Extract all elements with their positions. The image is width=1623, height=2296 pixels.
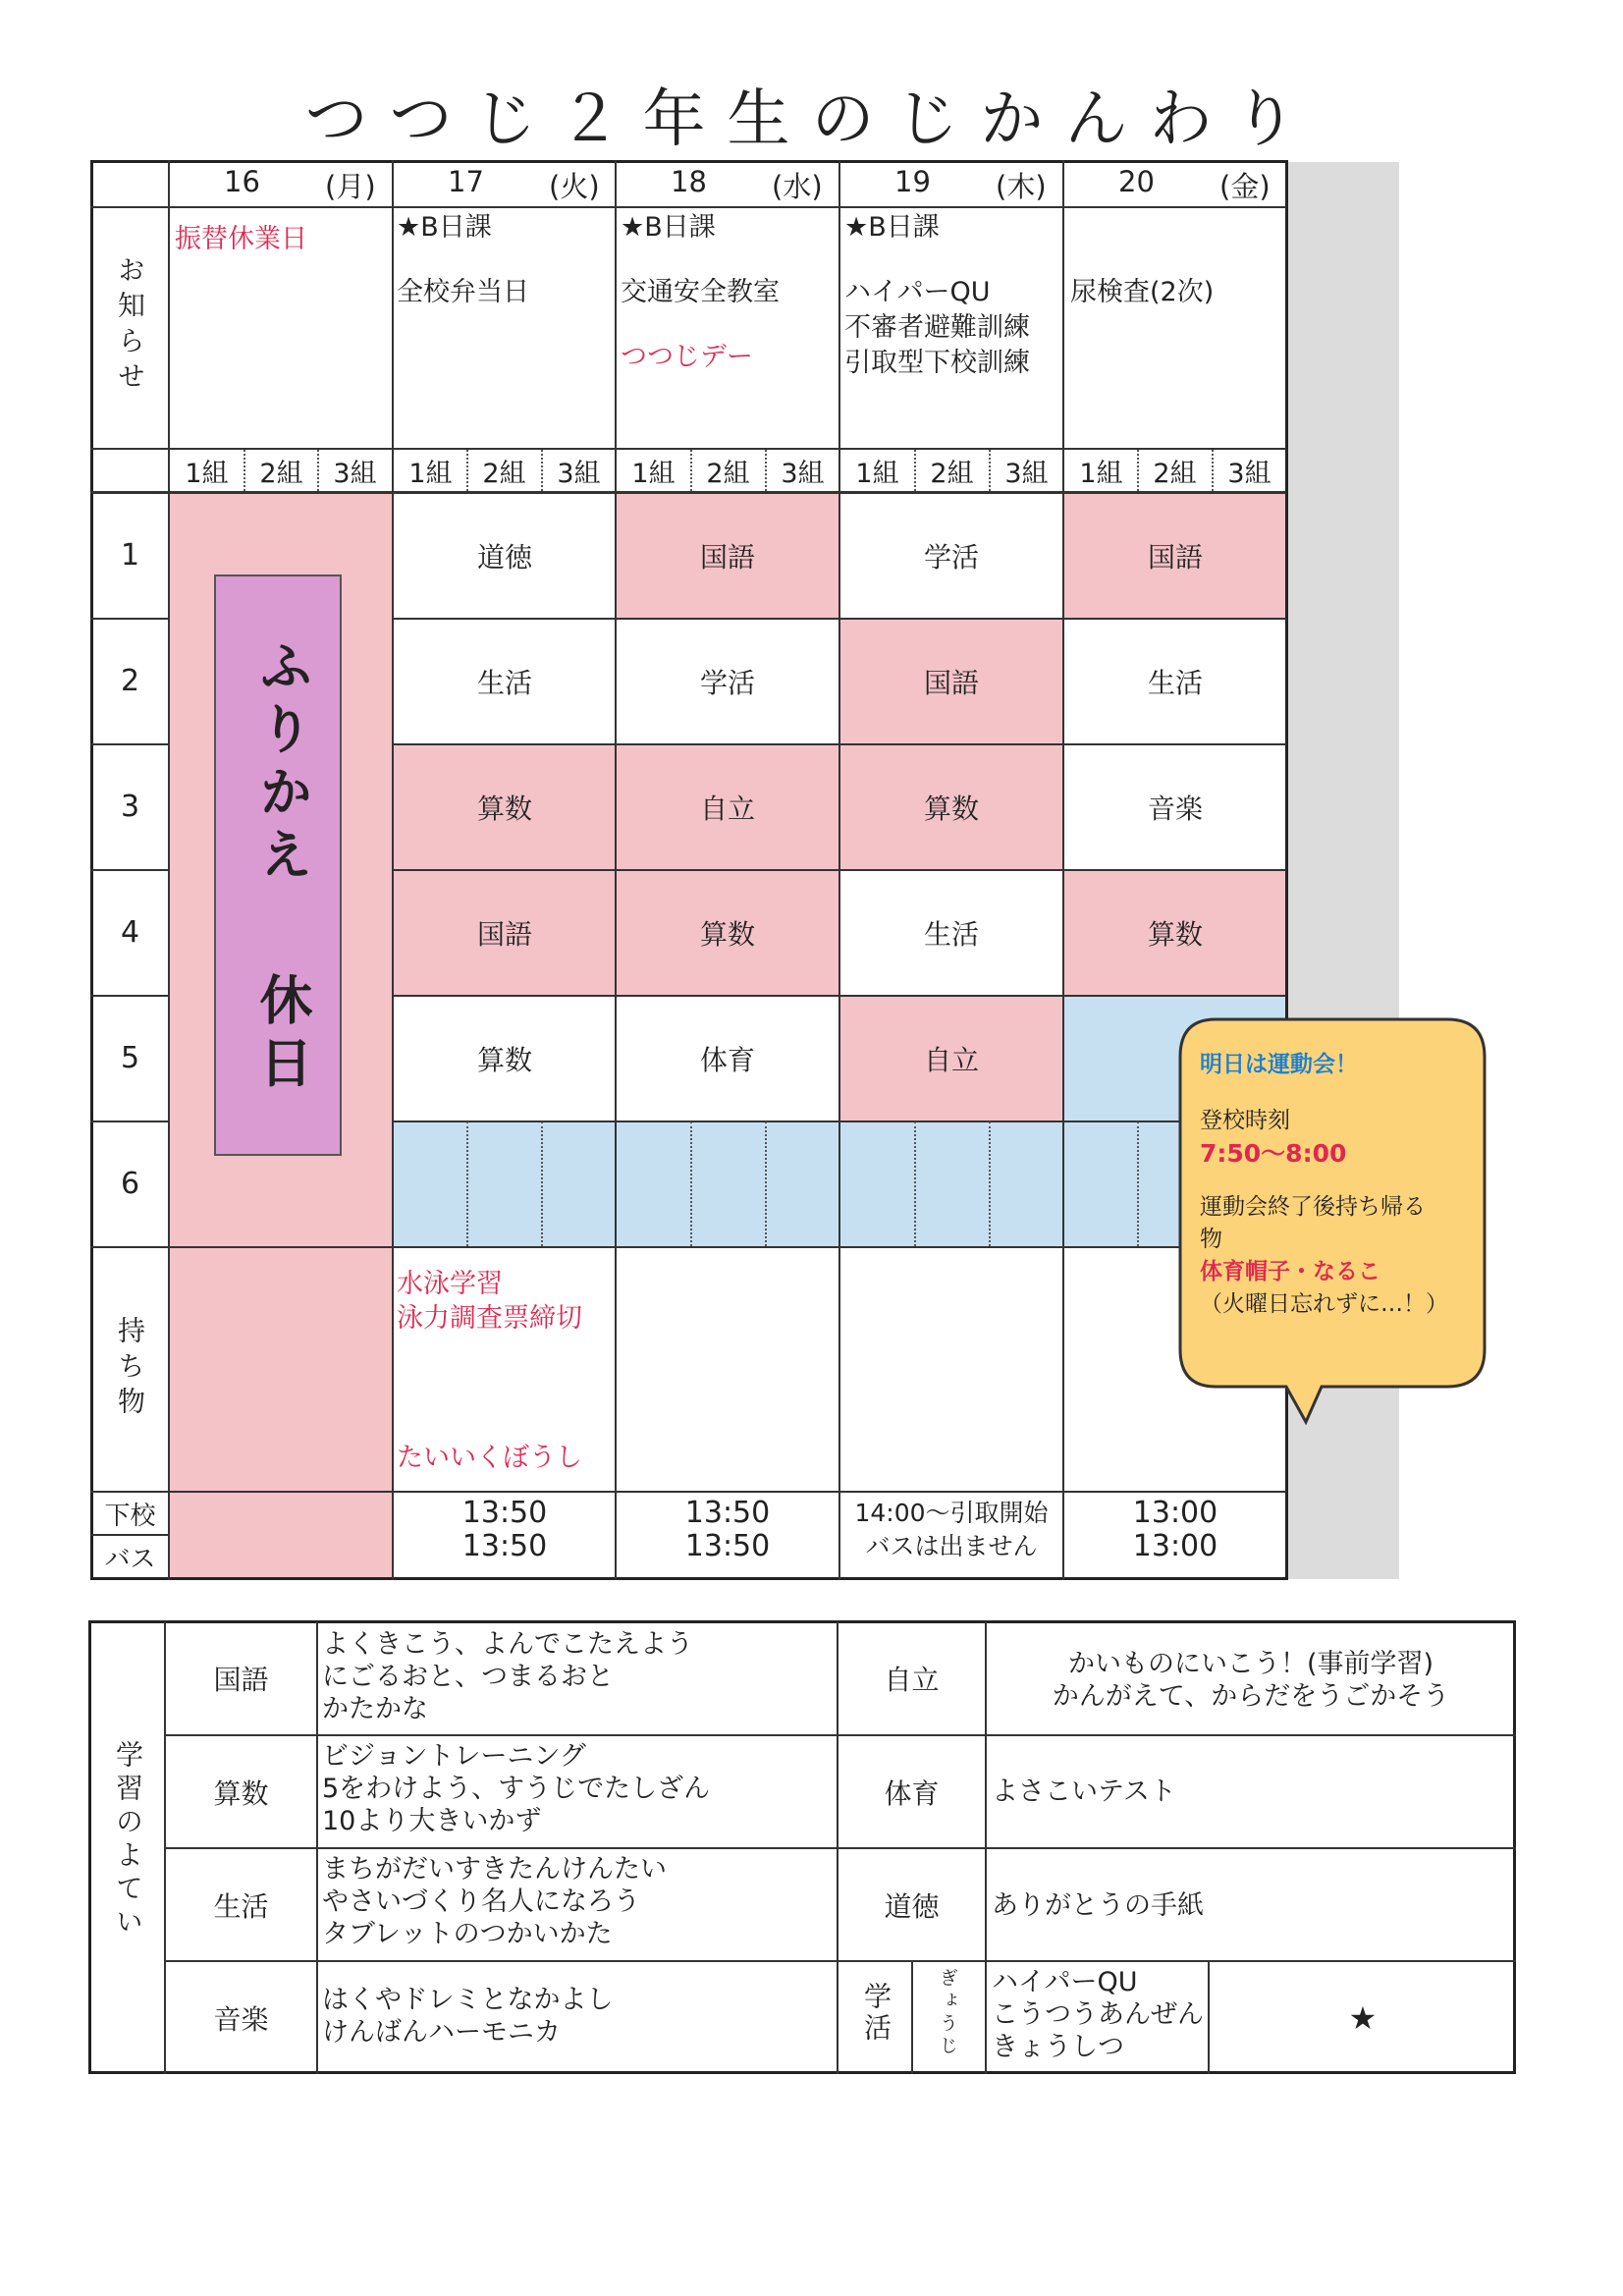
period-number: 2 xyxy=(120,664,140,698)
day-header-tue xyxy=(394,165,616,204)
belonging-item: 水泳学習 xyxy=(397,1269,503,1299)
subject-cell: 算数 xyxy=(476,1043,532,1076)
plan-content xyxy=(992,1966,1204,2063)
plan-line: 5をわけよう、すうじでたしざん xyxy=(322,1774,711,1804)
plan-line: タブレットのつかいかた xyxy=(322,1919,613,1949)
plan-subject: 国語 xyxy=(213,1664,269,1696)
notice-line: 振替休業日 xyxy=(175,224,307,254)
dismissal-fri xyxy=(1064,1497,1286,1563)
subject-cell: 算数 xyxy=(1147,917,1203,951)
plan-subject: 算数 xyxy=(213,1777,269,1810)
subject-cell: 自立 xyxy=(923,1043,979,1076)
day-date: 20 xyxy=(1118,165,1155,198)
day-header-fri xyxy=(1064,165,1286,204)
plan-line: こうつうあんぜん xyxy=(992,1999,1204,2030)
study-plan-label: 学習のよてい xyxy=(112,1740,144,1941)
subject-cell: 算数 xyxy=(476,792,532,825)
subject-cell: 算数 xyxy=(923,792,979,825)
subject-cell: 学活 xyxy=(699,666,755,699)
dismissal-wed xyxy=(617,1497,839,1563)
bus-time: 13:50 xyxy=(684,1529,771,1563)
holiday-text-1: ふりかえ xyxy=(251,638,313,890)
notice-line: ★B日課 xyxy=(397,212,492,243)
notice-line: ★B日課 xyxy=(844,212,940,243)
callout-take-home: 物 xyxy=(1200,1227,1222,1252)
subject-cell: 自立 xyxy=(699,792,755,825)
dismissal-time: 14:00～引取開始 xyxy=(854,1499,1049,1527)
plan-subject-gakkatsu: 学活 xyxy=(860,1982,893,2045)
day-date: 17 xyxy=(448,165,484,198)
group-label: 1組 xyxy=(185,458,229,489)
plan-line: はくやドレミとなかよし xyxy=(322,1985,614,2015)
group-label: 3組 xyxy=(1227,458,1271,489)
subject-cell: 国語 xyxy=(476,917,532,951)
day-header-thu xyxy=(840,165,1062,204)
belonging-item: 泳力調査票締切 xyxy=(397,1303,582,1334)
star-mark: ★ xyxy=(1348,1999,1378,2037)
belonging-item: たいいくぼうし xyxy=(397,1443,582,1473)
subject-cell: 体育 xyxy=(699,1043,755,1076)
dismissal-thu xyxy=(840,1497,1062,1563)
plan-subject: 体育 xyxy=(884,1777,940,1810)
page-title: つつじ２年生のじかんわり xyxy=(304,83,1319,156)
group-label: 2組 xyxy=(1153,458,1197,489)
subject-cell: 国語 xyxy=(1147,540,1203,574)
plan-line: まちがだいすきたんけんたい xyxy=(322,1854,667,1885)
group-label: 3組 xyxy=(1004,458,1049,489)
plan-subject-gakkatsu-sub: ぎょうじ xyxy=(937,1968,958,2058)
day-date: 16 xyxy=(224,165,260,198)
group-label: 3組 xyxy=(333,458,377,489)
plan-content xyxy=(992,1889,1204,1922)
notice-line: 全校弁当日 xyxy=(397,277,529,307)
bus-time: 13:00 xyxy=(1132,1529,1218,1563)
callout-take-home: 運動会終了後持ち帰る xyxy=(1200,1194,1426,1220)
dismissal-label: 下校 xyxy=(104,1501,156,1531)
group-label: 2組 xyxy=(259,458,303,489)
dismissal-mon xyxy=(170,1493,392,1577)
plan-line: かいものにいこう！(事前学習) xyxy=(1067,1649,1434,1679)
notice-line: ★B日課 xyxy=(621,212,716,243)
period-number: 1 xyxy=(120,538,140,573)
bus-label: バス xyxy=(104,1544,156,1574)
notice-thu xyxy=(844,210,1030,381)
group-label: 1組 xyxy=(408,458,453,489)
dismissal-time: 13:50 xyxy=(684,1496,771,1530)
notice-tue xyxy=(397,210,529,310)
notice-line: つつじデー xyxy=(621,342,753,372)
period-number: 4 xyxy=(120,915,140,950)
notice-line: 引取型下校訓練 xyxy=(844,348,1030,378)
group-label: 3組 xyxy=(781,458,825,489)
callout-note: （火曜日忘れずに…！） xyxy=(1200,1291,1448,1317)
plan-line: 10より大きいかず xyxy=(322,1806,542,1836)
period-number: 6 xyxy=(120,1167,140,1201)
notice-line: 交通安全教室 xyxy=(621,277,780,307)
plan-content xyxy=(322,1740,710,1837)
day-dow: (火) xyxy=(549,170,600,203)
plan-line: よさこいテスト xyxy=(992,1777,1176,1807)
plan-subject: 自立 xyxy=(884,1664,940,1696)
holiday-text-2: 休日 xyxy=(251,972,313,1098)
belongings-tue xyxy=(397,1267,582,1336)
plan-line: ビジョントレーニング xyxy=(322,1741,586,1772)
callout-heading: 明日は運動会！ xyxy=(1200,1052,1358,1077)
plan-content xyxy=(322,1628,693,1725)
group-label: 2組 xyxy=(930,458,974,489)
notices-label: お知らせ xyxy=(114,255,146,397)
callout-time-label: 登校時刻 xyxy=(1200,1108,1290,1133)
notice-fri xyxy=(1070,275,1214,310)
day-dow: (木) xyxy=(996,170,1047,203)
group-label: 3組 xyxy=(557,458,601,489)
plan-content xyxy=(322,1853,667,1950)
group-label: 2組 xyxy=(482,458,526,489)
plan-content xyxy=(988,1648,1514,1713)
dismissal-time: 13:50 xyxy=(461,1496,548,1530)
notice-line: ハイパーQU xyxy=(844,277,991,307)
plan-line: よくきこう、よんでこたえよう xyxy=(322,1629,693,1660)
plan-content xyxy=(322,1984,613,2049)
subject-cell: 音楽 xyxy=(1147,792,1203,825)
day-date: 19 xyxy=(894,165,931,198)
plan-line: にごるおと、つまるおと xyxy=(322,1662,614,1692)
day-dow: (月) xyxy=(325,170,376,203)
day-dow: (水) xyxy=(772,170,823,203)
callout-items: 体育帽子・なるこ xyxy=(1200,1259,1380,1285)
dismissal-time: 13:00 xyxy=(1132,1496,1218,1530)
day-date: 18 xyxy=(671,165,707,198)
belongings-label: 持ち物 xyxy=(114,1316,146,1422)
group-label: 1組 xyxy=(631,458,676,489)
group-label: 2組 xyxy=(706,458,750,489)
notice-line: 不審者避難訓練 xyxy=(844,312,1030,343)
notice-line: 尿検査(2次) xyxy=(1070,277,1215,307)
plan-line: かんがえて、からだをうごかそう xyxy=(1052,1681,1450,1712)
plan-line: ありがとうの手紙 xyxy=(992,1890,1204,1921)
group-label: 1組 xyxy=(855,458,899,489)
day-dow: (金) xyxy=(1219,170,1271,203)
period-number: 3 xyxy=(120,790,140,824)
subject-cell: 道徳 xyxy=(476,540,532,574)
dismissal-tue xyxy=(394,1497,616,1563)
subject-cell: 学活 xyxy=(923,540,979,574)
plan-line: きょうしつ xyxy=(992,2032,1124,2062)
subject-cell: 生活 xyxy=(923,917,979,951)
plan-line: かたかな xyxy=(322,1694,428,1724)
callout-time-value: 7:50～8:00 xyxy=(1200,1139,1347,1168)
subject-cell: 国語 xyxy=(923,666,979,699)
plan-subject: 生活 xyxy=(213,1889,269,1923)
plan-line: ハイパーQU xyxy=(992,1967,1138,1997)
bus-time: 13:50 xyxy=(461,1529,548,1563)
plan-content xyxy=(992,1776,1176,1808)
notice-wed xyxy=(621,210,780,375)
plan-line: やさいづくり名人になろう xyxy=(322,1886,640,1917)
plan-line: けんばんハーモニカ xyxy=(322,2017,561,2048)
group-label: 1組 xyxy=(1079,458,1123,489)
notice-mon xyxy=(175,222,307,257)
period-number: 5 xyxy=(120,1041,140,1075)
subject-cell: 国語 xyxy=(699,540,755,574)
subject-cell: 生活 xyxy=(1147,666,1203,699)
plan-subject: 道徳 xyxy=(884,1889,940,1923)
subject-cell: 算数 xyxy=(699,917,755,951)
callout-content xyxy=(1200,1049,1475,1321)
plan-subject: 音楽 xyxy=(213,2003,269,2036)
subject-cell: 生活 xyxy=(476,666,532,699)
bus-time: バスは出ません xyxy=(865,1532,1038,1560)
day-header-mon xyxy=(170,165,392,204)
day-header-wed xyxy=(617,165,839,204)
